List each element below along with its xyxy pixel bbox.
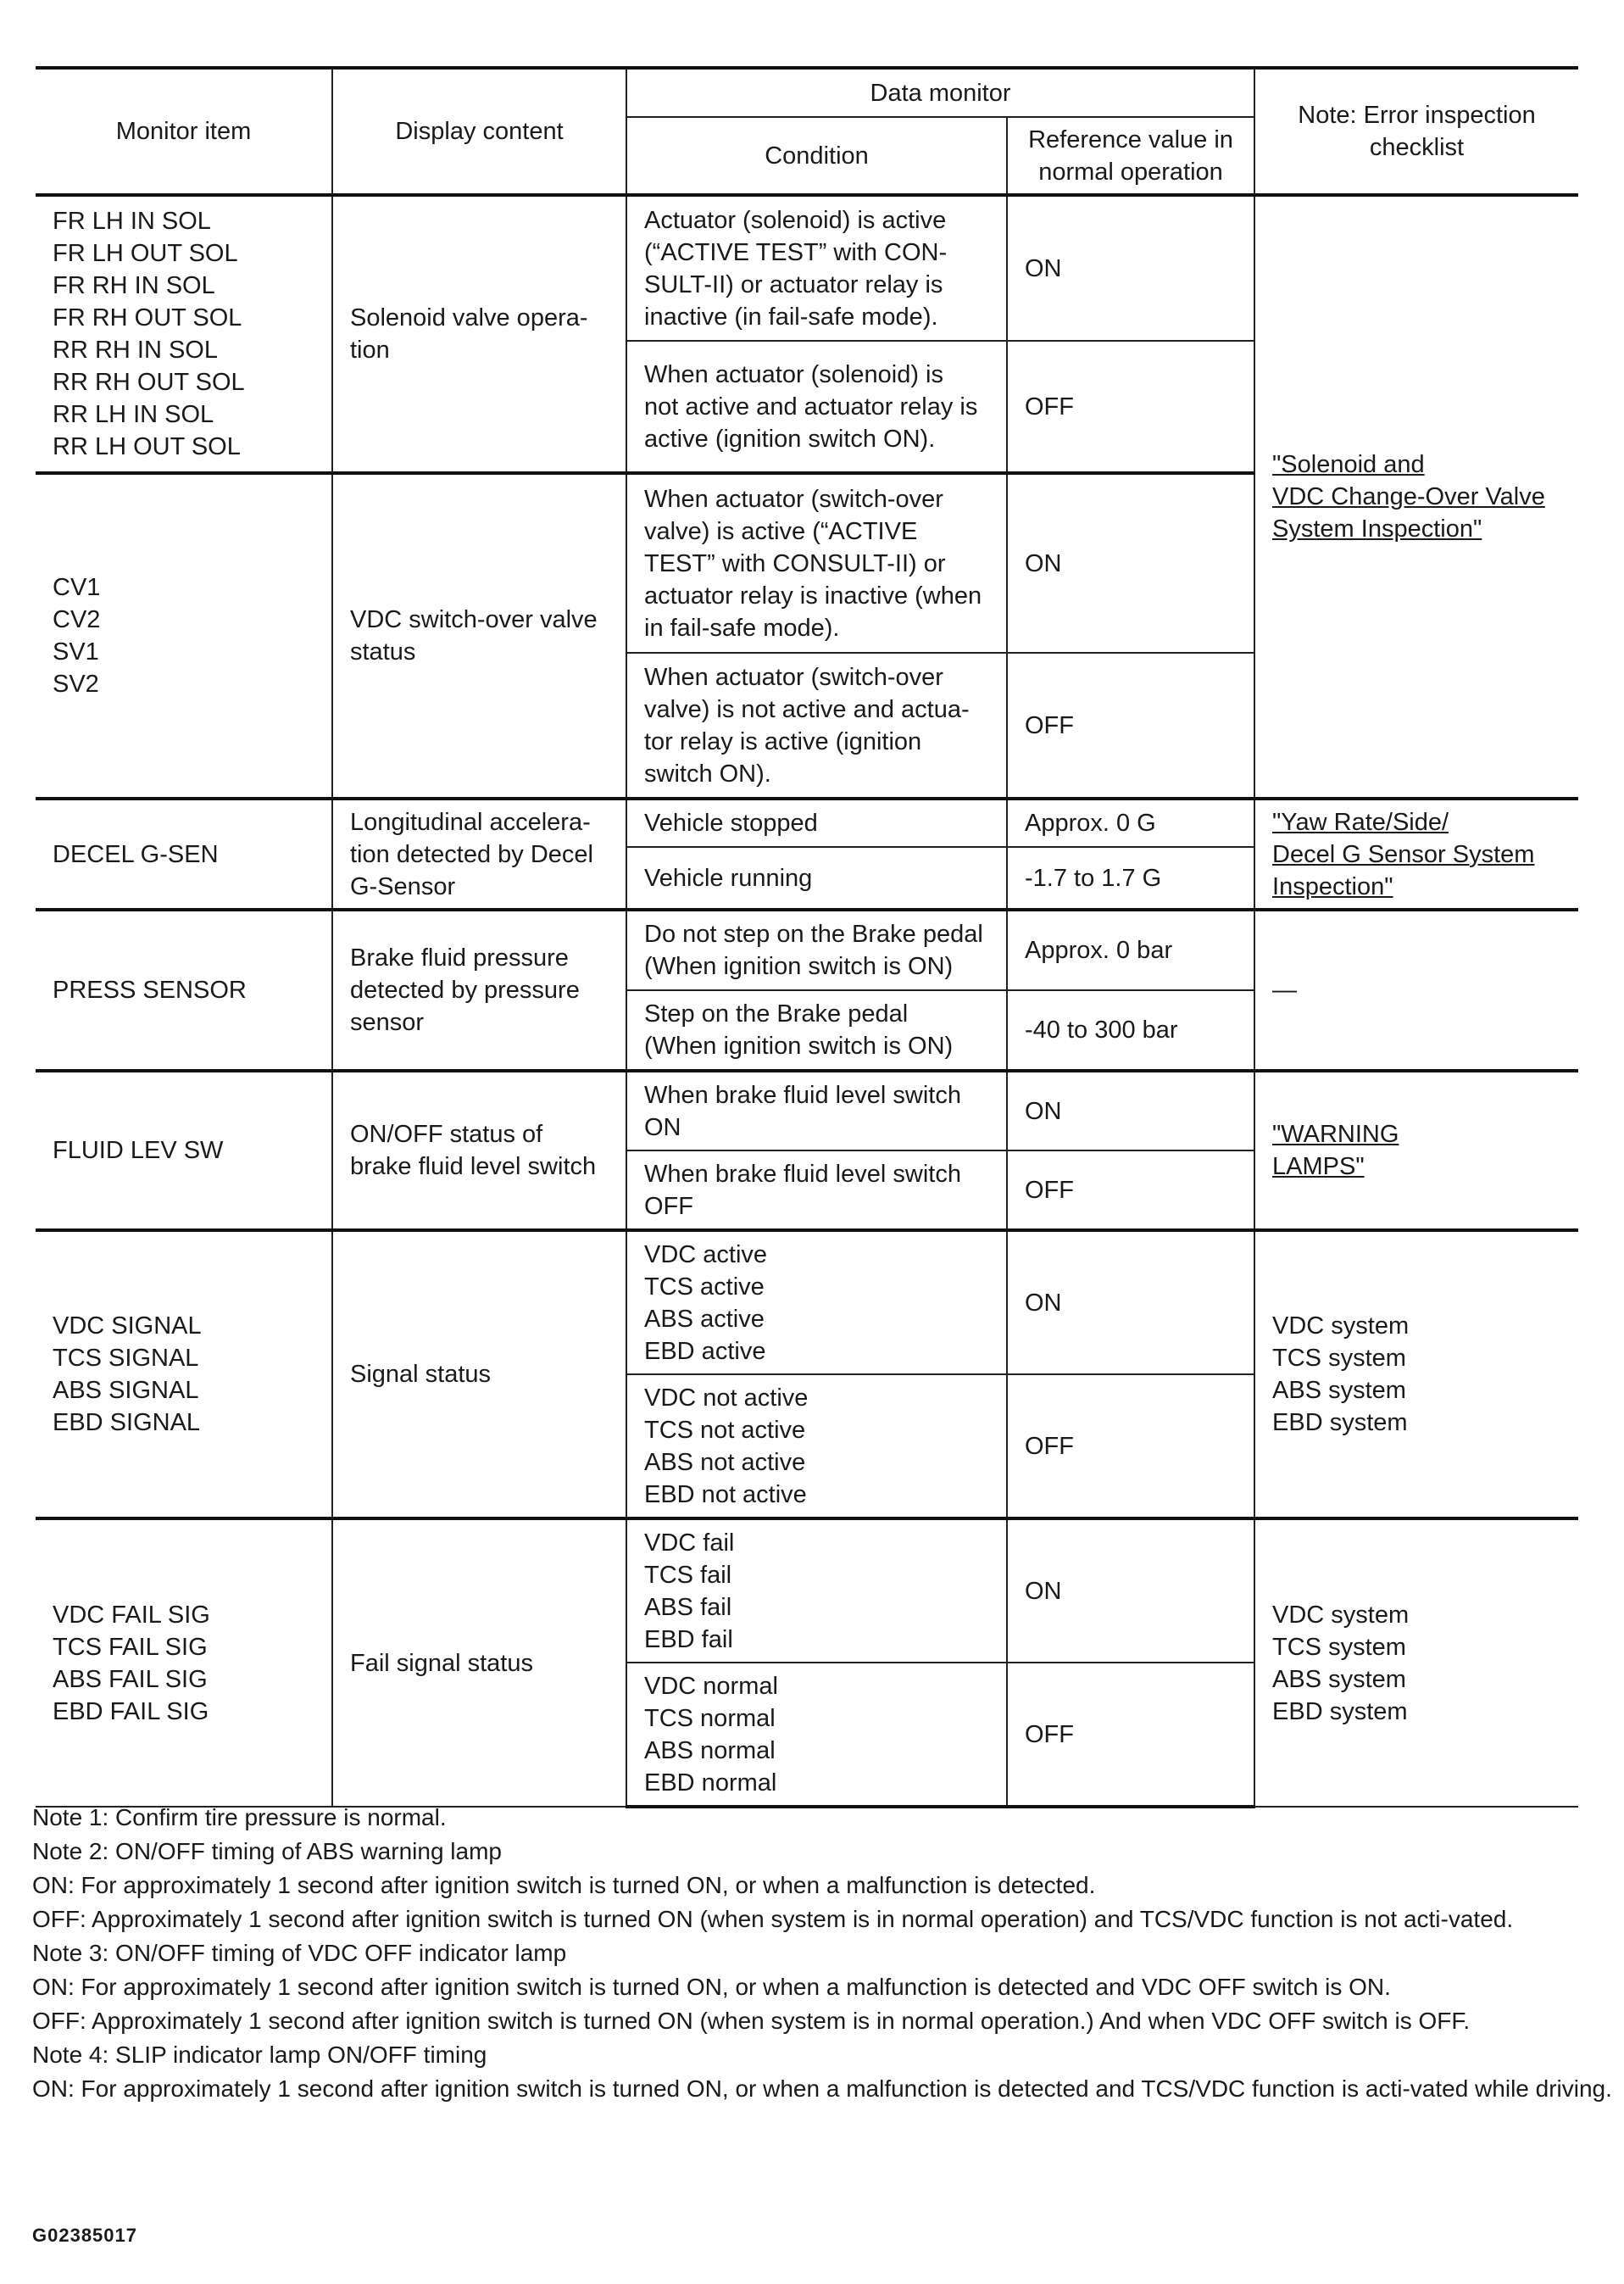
checklist-link-cell[interactable] — [1254, 799, 1578, 910]
note-line: ON: For approximately 1 second after ignition switch is turned ON, or when a malfunction is detected and VDC OFF switch is ON. — [32, 1974, 1391, 2000]
condition-cell: VDC fail TCS fail ABS fail EBD fail — [626, 1518, 1007, 1663]
checklist-link-warning-lamps[interactable]: "WARNING LAMPS" — [1272, 1121, 1399, 1180]
display-content-cell: ON/OFF status of brake fluid level switch — [332, 1071, 626, 1230]
condition-cell: Actuator (solenoid) is active (“ACTIVE TEST” with CON- SULT-II) or actuator relay is inactive (in fail-safe mode). — [626, 195, 1007, 341]
display-content-cell: VDC switch-over valve status — [332, 473, 626, 799]
monitor-item-cell: VDC SIGNAL TCS SIGNAL ABS SIGNAL EBD SIGNAL — [36, 1230, 332, 1518]
note-line: Note 1: Confirm tire pressure is normal. — [32, 1804, 447, 1830]
figure-code: G02385017 — [32, 2225, 137, 2246]
no-checklist-dash: — — [1254, 910, 1578, 1071]
reference-value-cell: -40 to 300 bar — [1007, 990, 1254, 1071]
checklist-system-cell: VDC system TCS system ABS system EBD system — [1254, 1230, 1578, 1518]
reference-value-cell: ON — [1007, 195, 1254, 341]
condition-cell: When actuator (switch-over valve) is active (“ACTIVE TEST” with CONSULT-II) or actuator relay is inactive (when in fail-safe mode). — [626, 473, 1007, 653]
display-content-cell: Brake fluid pressure detected by pressure sensor — [332, 910, 626, 1071]
checklist-link-cell[interactable] — [1254, 1071, 1578, 1230]
reference-value-cell: OFF — [1007, 341, 1254, 473]
checklist-link-solenoid[interactable]: "Solenoid and VDC Change-Over Valve System Inspection" — [1272, 451, 1545, 543]
header-monitor-item: Monitor item — [36, 68, 332, 195]
note-line: ON: For approximately 1 second after ignition switch is turned ON, or when a malfunction is detected and TCS/VDC function is acti-vated while driving. — [32, 2075, 1612, 2102]
checklist-link-yaw-rate[interactable]: "Yaw Rate/Side/ Decel G Sensor System Inspection" — [1272, 808, 1535, 900]
condition-cell: Vehicle running — [626, 847, 1007, 910]
condition-cell: When brake fluid level switch ON — [626, 1071, 1007, 1150]
reference-value-cell: OFF — [1007, 1374, 1254, 1518]
checklist-link-cell[interactable] — [1254, 195, 1578, 799]
display-content-cell: Fail signal status — [332, 1518, 626, 1807]
note-line: Note 2: ON/OFF timing of ABS warning lamp — [32, 1838, 502, 1864]
display-content-cell: Longitudinal accelera- tion detected by Decel G-Sensor — [332, 799, 626, 910]
note-line: OFF: Approximately 1 second after ignition switch is turned ON (when system is in normal operation.) And when VDC OFF switch is OFF. — [32, 2008, 1471, 2034]
reference-value-cell: Approx. 0 bar — [1007, 910, 1254, 990]
display-content-cell: Signal status — [332, 1230, 626, 1518]
condition-cell: Vehicle stopped — [626, 799, 1007, 847]
reference-value-cell: ON — [1007, 1071, 1254, 1150]
reference-value-cell: ON — [1007, 1230, 1254, 1374]
monitor-item-cell: CV1 CV2 SV1 SV2 — [36, 473, 332, 799]
reference-value-cell: ON — [1007, 1518, 1254, 1663]
condition-cell: When actuator (switch-over valve) is not active and actua- tor relay is active (ignition switch ON). — [626, 653, 1007, 799]
header-condition: Condition — [626, 117, 1007, 195]
note-line: OFF: Approximately 1 second after ignition switch is turned ON (when system is in normal operation) and TCS/VDC function is not acti-vated. — [32, 1906, 1514, 1932]
header-reference-value: Reference value in normal operation — [1007, 117, 1254, 195]
reference-value-cell: -1.7 to 1.7 G — [1007, 847, 1254, 910]
reference-value-cell: OFF — [1007, 1150, 1254, 1230]
header-display-content: Display content — [332, 68, 626, 195]
note-line: Note 4: SLIP indicator lamp ON/OFF timing — [32, 2042, 487, 2068]
footnotes — [32, 1801, 1617, 2106]
monitor-item-cell: DECEL G-SEN — [36, 799, 332, 910]
condition-cell: VDC active TCS active ABS active EBD active — [626, 1230, 1007, 1374]
display-content-cell: Solenoid valve opera- tion — [332, 195, 626, 473]
monitor-item-cell: FR LH IN SOL FR LH OUT SOL FR RH IN SOL FR RH OUT SOL RR RH IN SOL RR RH OUT SOL RR LH IN SOL RR LH OUT SOL — [36, 195, 332, 473]
condition-cell: VDC normal TCS normal ABS normal EBD normal — [626, 1663, 1007, 1807]
reference-value-cell: Approx. 0 G — [1007, 799, 1254, 847]
data-monitor-table — [36, 66, 1578, 1808]
checklist-system-cell: VDC system TCS system ABS system EBD system — [1254, 1518, 1578, 1807]
condition-cell: When brake fluid level switch OFF — [626, 1150, 1007, 1230]
note-line: ON: For approximately 1 second after ignition switch is turned ON, or when a malfunction is detected. — [32, 1872, 1096, 1898]
header-error-checklist: Note: Error inspection checklist — [1254, 68, 1578, 195]
note-line: Note 3: ON/OFF timing of VDC OFF indicator lamp — [32, 1940, 567, 1966]
reference-value-cell: OFF — [1007, 653, 1254, 799]
monitor-item-cell: PRESS SENSOR — [36, 910, 332, 1071]
reference-value-cell: OFF — [1007, 1663, 1254, 1807]
monitor-item-cell: FLUID LEV SW — [36, 1071, 332, 1230]
header-data-monitor: Data monitor — [626, 68, 1254, 117]
condition-cell: VDC not active TCS not active ABS not active EBD not active — [626, 1374, 1007, 1518]
condition-cell: Step on the Brake pedal (When ignition switch is ON) — [626, 990, 1007, 1071]
monitor-item-cell: VDC FAIL SIG TCS FAIL SIG ABS FAIL SIG EBD FAIL SIG — [36, 1518, 332, 1807]
condition-cell: When actuator (solenoid) is not active and actuator relay is active (ignition switch ON). — [626, 341, 1007, 473]
reference-value-cell: ON — [1007, 473, 1254, 653]
condition-cell: Do not step on the Brake pedal (When ignition switch is ON) — [626, 910, 1007, 990]
